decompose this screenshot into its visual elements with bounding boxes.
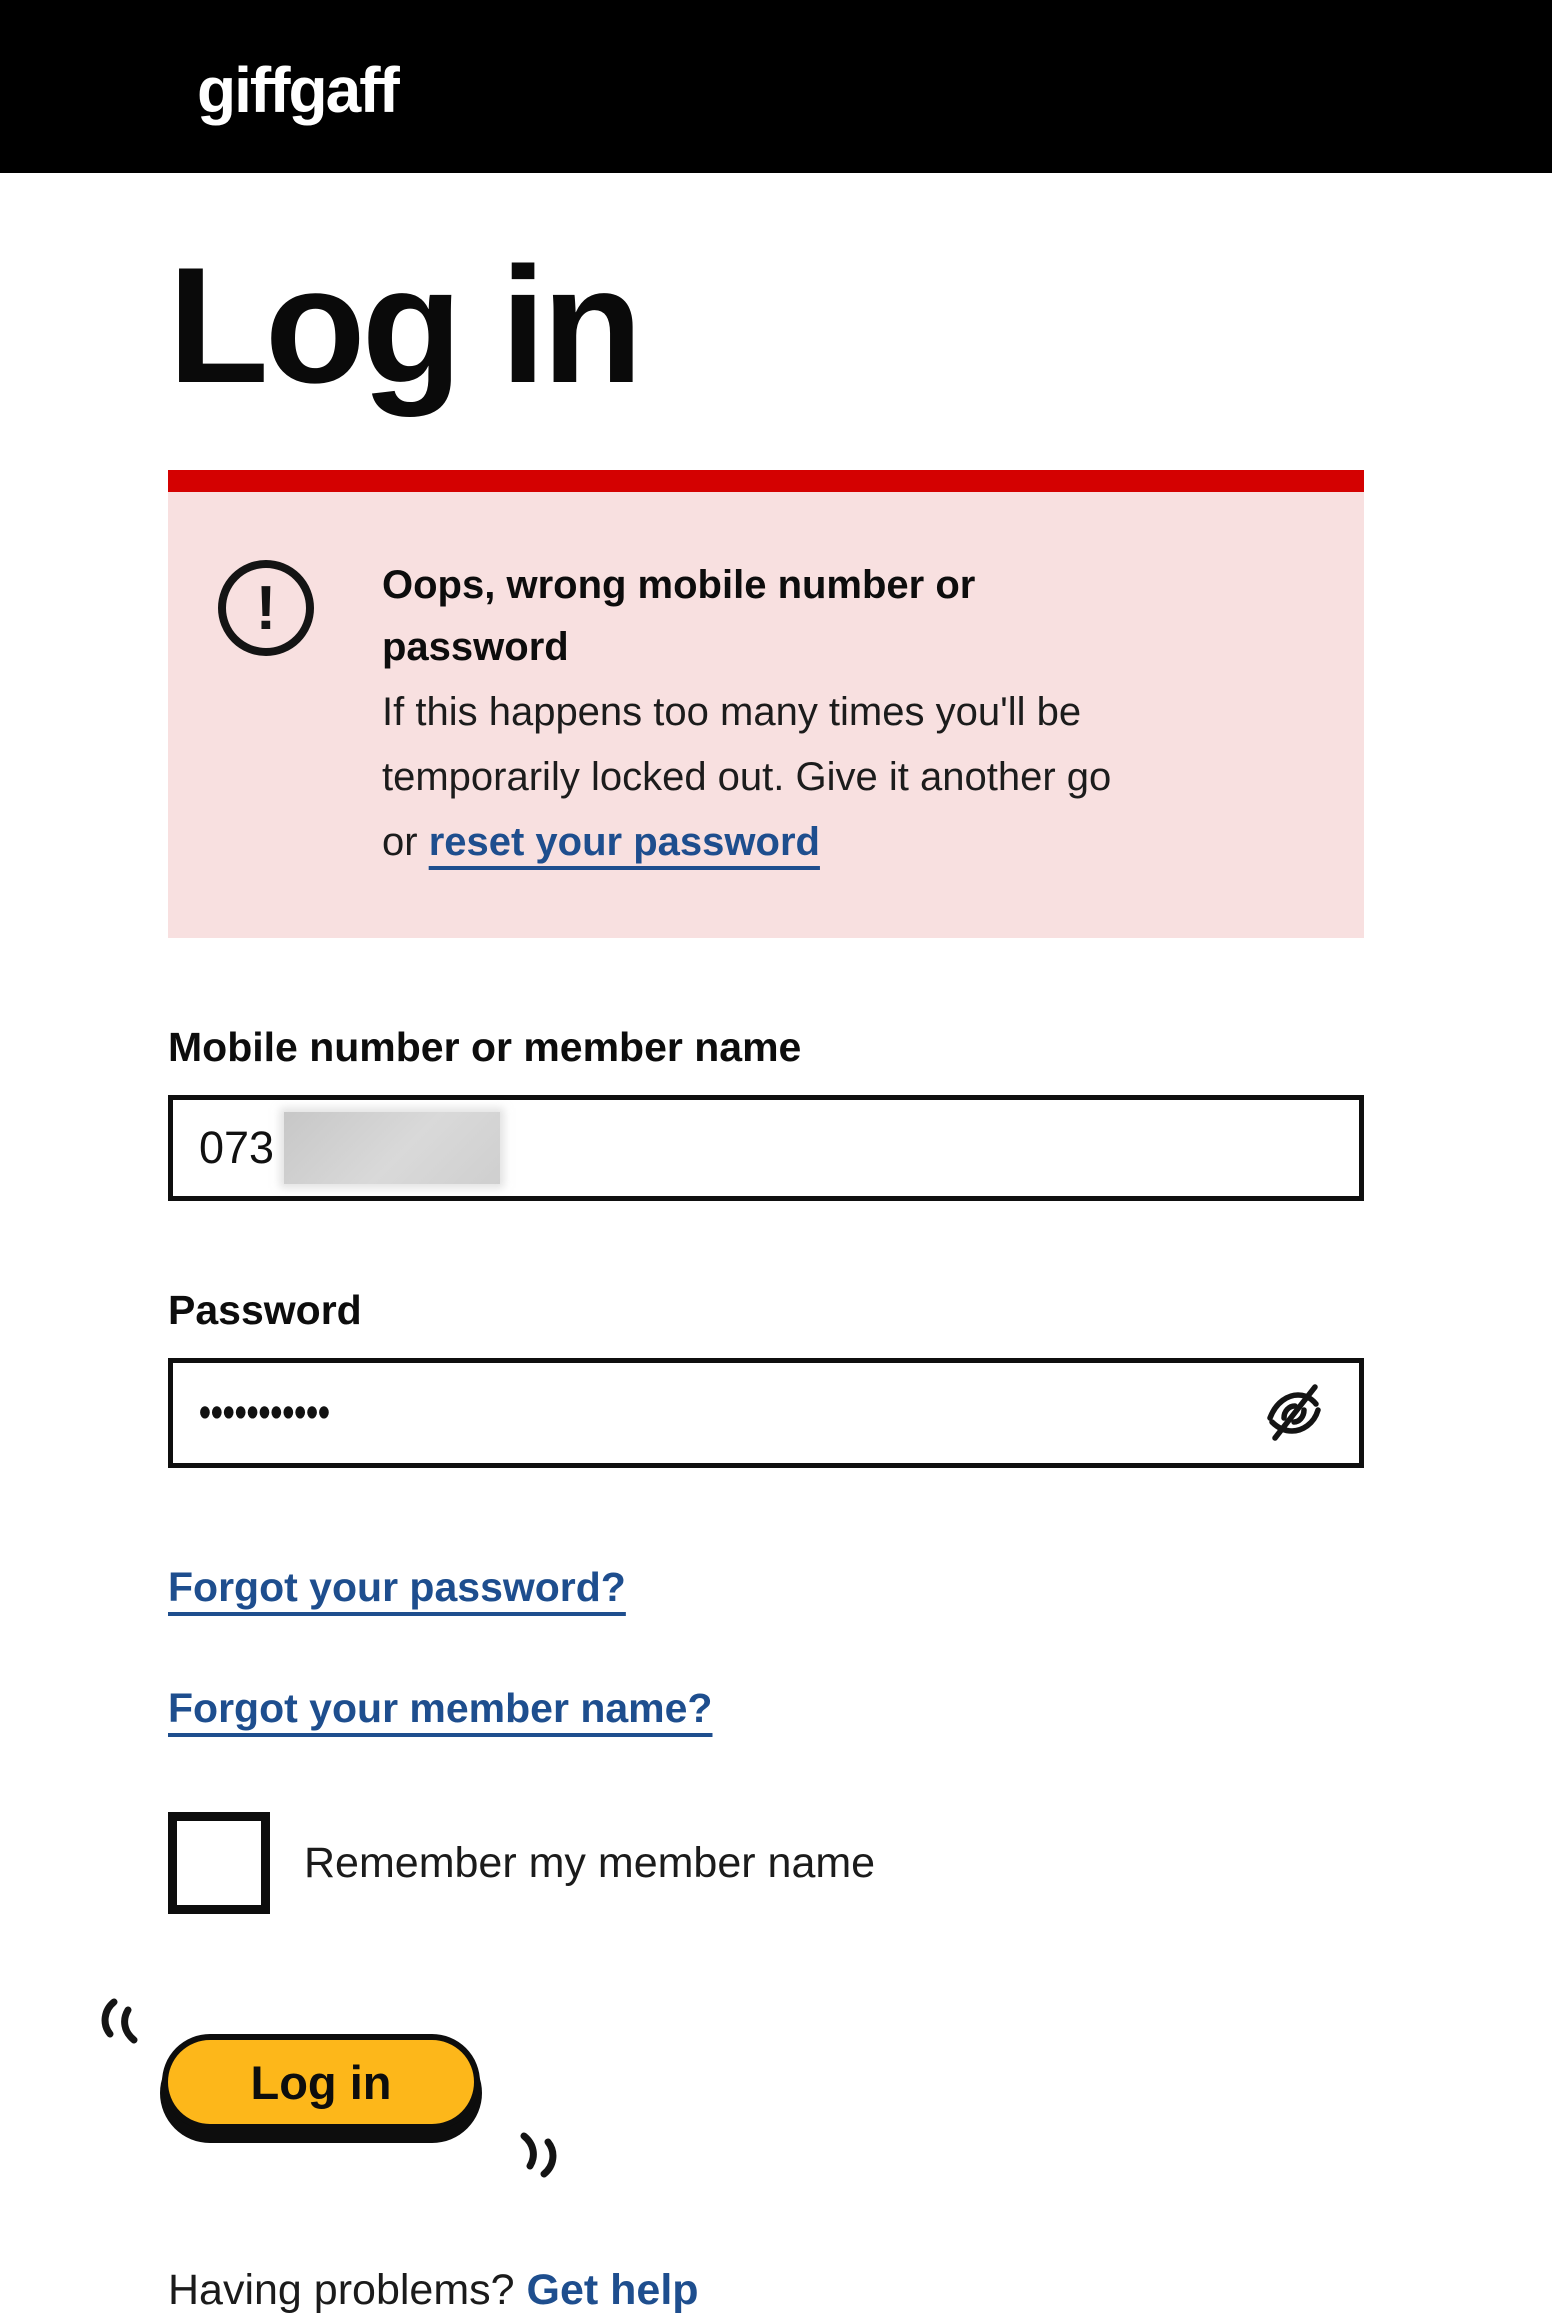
alert-message-line — [382, 810, 1111, 875]
login-button-zone — [168, 2006, 1364, 2166]
show-password-button[interactable] — [1255, 1374, 1333, 1452]
get-help-link[interactable]: Get help — [526, 2266, 699, 2315]
password-label: Password — [168, 1287, 362, 1334]
alert-title-line: Oops, wrong mobile number or — [382, 563, 976, 607]
alert-top-bar — [168, 470, 1364, 492]
site-header — [0, 0, 1552, 173]
page-title: Log in — [168, 233, 639, 417]
alert-message-line: If this happens too many times you'll be — [382, 690, 1082, 734]
alert-message-prefix: or — [382, 819, 429, 864]
squiggle-icon — [498, 2114, 562, 2189]
password-input[interactable] — [168, 1358, 1364, 1468]
reset-password-link[interactable]: reset your password — [428, 819, 820, 864]
mobile-number-input[interactable] — [168, 1095, 1364, 1201]
giffgaff-logo: giffgaff — [197, 53, 398, 126]
forgot-password-link[interactable]: Forgot your password? — [168, 1564, 626, 1611]
having-problems-text: Having problems? — [168, 2266, 527, 2315]
password-masked-value: ••••••••••• — [199, 1389, 330, 1437]
mobile-number-value: 073 — [199, 1122, 275, 1174]
help-row — [168, 2266, 1364, 2315]
exclamation-circle-icon — [218, 560, 314, 656]
exclamation-glyph: ! — [255, 573, 277, 643]
login-page — [168, 233, 1364, 2315]
alert-text — [382, 554, 1111, 874]
remember-checkbox[interactable] — [168, 1812, 270, 1914]
redacted-value-overlay — [284, 1112, 500, 1184]
mobile-number-label: Mobile number or member name — [168, 1024, 802, 1071]
alert-title — [382, 554, 1111, 678]
remember-label: Remember my member name — [304, 1838, 876, 1887]
alert-message-line: temporarily locked out. Give it another go — [382, 754, 1112, 799]
eye-slash-icon — [1256, 1374, 1332, 1453]
remember-row — [168, 1812, 1364, 1914]
error-alert — [168, 470, 1364, 938]
login-button[interactable]: Log in — [162, 2034, 480, 2130]
alert-body — [168, 492, 1364, 938]
squiggle-icon — [96, 1994, 160, 2069]
alert-message — [382, 680, 1111, 874]
alert-title-line: password — [382, 625, 569, 669]
forgot-member-name-link[interactable]: Forgot your member name? — [168, 1685, 713, 1732]
